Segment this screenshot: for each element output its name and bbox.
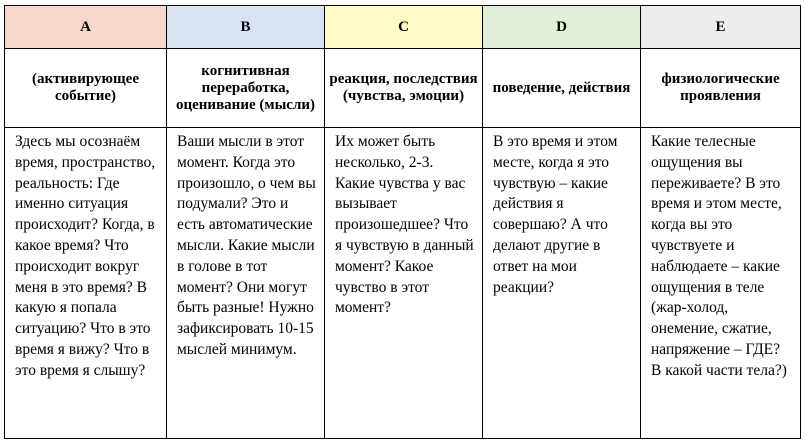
header-cell-d: D [483,6,641,49]
subheading-text-b: когнитивная переработка, оценивание (мысли) [175,62,315,113]
body-cell-a: Здесь мы осознаём время, пространство, реальность: Где именно ситуация происходит? Когда, в какое время? Что происходит вокруг меня в это время? В какую я попала ситуацию? Что в это время я вижу? Что в это время я слышу? [5,128,167,439]
body-cell-b: Ваши мысли в этот момент. Когда это произошло, о чем вы подумали? Это и есть автоматические мысли. Какие мысли в голове в тот момент? Они могут быть разные! Нужно зафиксировать 10-15 мыслей минимум. [167,128,325,439]
abc-table [4,5,801,439]
subheading-cell-e [641,49,801,128]
header-cell-e: E [641,6,801,49]
body-cell-c: Их может быть несколько, 2-3. Какие чувства у вас вызывает произошедшее? Что я чувствую в данный момент? Какое чувство в этот момент? [325,128,483,439]
header-row [5,6,801,49]
body-cell-d: В это время и этом месте, когда я это чувствую – какие действия я совершаю? А что делают другие в ответ на мои реакции? [483,128,641,439]
subheading-cell-a [5,49,167,128]
body-cell-e: Какие телесные ощущения вы переживаете? В это время и этом месте, когда вы это чувствуете и наблюдаете – какие ощущения в теле (жар-холод, онемение, сжатие, напряжение – ГДЕ? В какой части тела?) [641,128,801,439]
header-cell-a: A [5,6,167,49]
body-row [5,128,801,439]
subheading-text-e: физиологические проявления [661,71,780,104]
subheading-cell-c [325,49,483,128]
subheading-cell-b [167,49,325,128]
subheading-text-a: (активирующее событие) [32,71,139,104]
subheading-cell-d [483,49,641,128]
subheading-text-d: поведение, действия [492,79,631,96]
subheading-row [5,49,801,128]
header-cell-c: C [325,6,483,49]
subheading-text-c: реакция, последствия (чувства, эмоции) [329,71,478,104]
header-cell-b: B [167,6,325,49]
